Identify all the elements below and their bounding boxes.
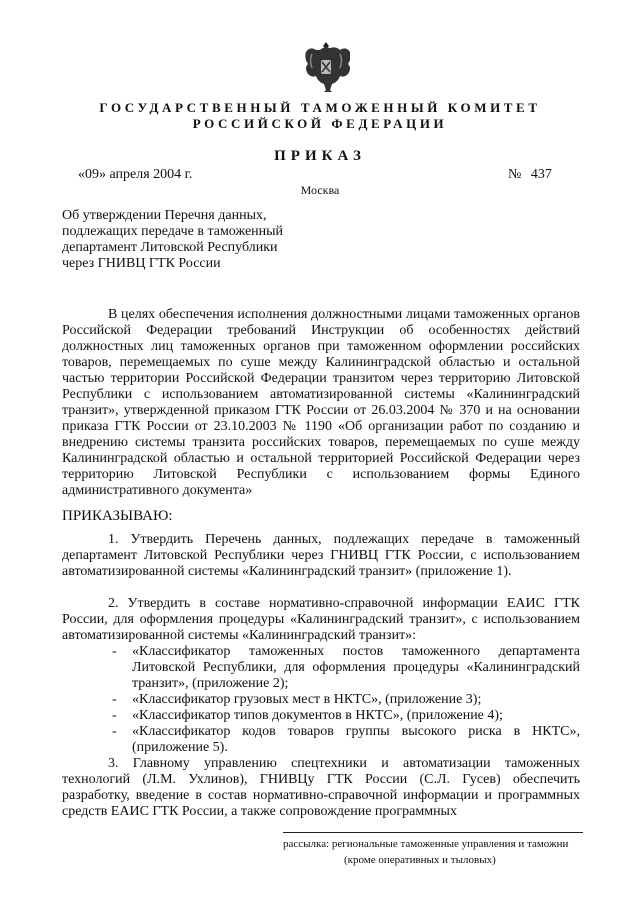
footer-divider <box>283 832 583 833</box>
list-item <box>62 692 580 708</box>
bullet-dash: - <box>112 644 117 659</box>
bullet-dash: - <box>112 724 117 739</box>
order-directive-heading: ПРИКАЗЫВАЮ: <box>62 508 173 524</box>
list-item-text: «Классификатор кодов товаров группы высокого риска в НКТС», (приложение 5). <box>132 724 580 755</box>
bullet-dash: - <box>112 692 117 707</box>
list-item-text: «Классификатор типов документов в НКТС», (приложение 4); <box>132 708 503 723</box>
organization-name-line2: РОССИЙСКОЙ ФЕДЕРАЦИИ <box>192 116 448 131</box>
order-title: ПРИКАЗ <box>274 148 366 164</box>
order-subject <box>62 208 312 272</box>
list-item-text: «Классификатор грузовых мест в НКТС», (приложение 3); <box>132 692 482 707</box>
list-item <box>62 724 580 756</box>
subject-line: департамент Литовской Республики <box>62 240 278 255</box>
organization-name-line1: ГОСУДАРСТВЕННЫЙ ТАМОЖЕННЫЙ КОМИТЕТ <box>99 100 541 115</box>
order-city: Москва <box>300 183 340 197</box>
subject-line: Об утверждении Перечня данных, <box>62 208 267 223</box>
order-number: № 437 <box>508 167 552 182</box>
subject-line: подлежащих передаче в таможенный <box>62 224 284 239</box>
subject-line: через ГНИВЦ ГТК России <box>62 256 221 271</box>
distribution-note: (кроме оперативных и тыловых) <box>344 854 496 866</box>
coat-of-arms-icon <box>302 40 350 94</box>
list-item <box>62 708 580 724</box>
order-date: «09» апреля 2004 г. <box>78 167 193 182</box>
distribution-list: рассылка: региональные таможенные управления и таможни <box>283 838 569 850</box>
bullet-dash: - <box>112 708 117 723</box>
list-item-text: «Классификатор таможенных постов таможенного департамента Литовской Республики, для оформления процедуры «Калининградский транзит», (приложение 2); <box>132 644 580 691</box>
list-item <box>62 644 580 692</box>
order-item-2: 2. Утвердить в составе нормативно-справочной информации ЕАИС ГТК России, для оформления процедуры «Калининградский транзит», с использованием автоматизированной системы «Калининградский транзит»: <box>62 596 580 643</box>
preamble-paragraph: В целях обеспечения исполнения должностными лицами таможенных органов Российской Федерации требований Инструкции об особенностях действий должностных лиц таможенных органов при таможенном оформлении российских товаров, перемещаемых по суше между Калининградской областью и остальной частью территории Российской Федерации транзитом через территорию Литовской Республики с использованием автоматизированной системы «Калининградский транзит», утвержденной приказом ГТК России от 26.03.2004 № 370 и на основании приказа ГТК России от 23.10.2003 № 1190 «Об организации работ по созданию и внедрению системы транзита российских товаров, перемещаемых по суше между Калининградской областью и остальной территорией Российской Федерации через территорию Литовской Республики с использованием формы Единого административного документа» <box>62 307 580 498</box>
order-item-1: 1. Утвердить Перечень данных, подлежащих передаче в таможенный департамент Литовской Республики через ГНИВЦ ГТК России, с использованием автоматизированной системы «Калининградский транзит» (приложение 1). <box>62 532 580 579</box>
order-item-3: 3. Главному управлению спецтехники и автоматизации таможенных технологий (Л.М. Ухлинов), ГНИВЦу ГТК России (С.Л. Гусев) обеспечить разработку, введение в состав нормативно-справочной информации и программных средств ЕАИС ГТК России, а также сопровождение программных <box>62 756 580 819</box>
